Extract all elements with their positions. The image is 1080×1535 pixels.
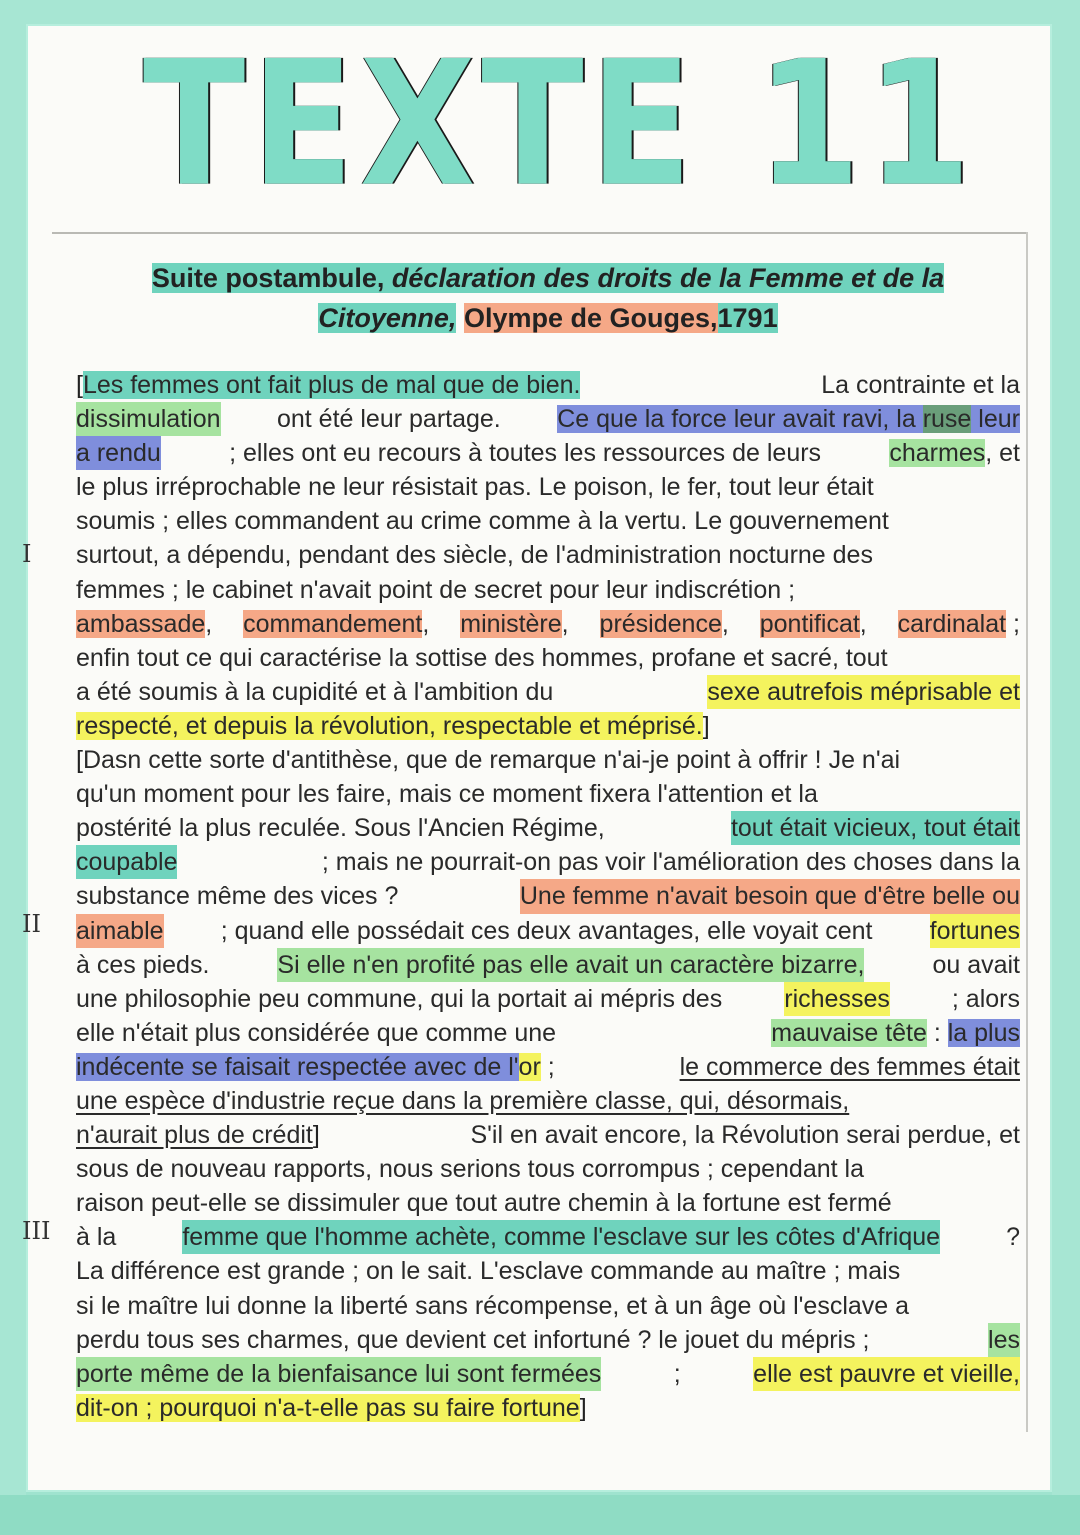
underlined-text: n'aurait plus de crédit [76, 1121, 313, 1150]
highlight-blue: indécente se faisait respectée avec de l' [76, 1052, 519, 1081]
highlight-teal: femme que l'homme achète, comme l'esclave sur les côtes d'Afrique [182, 1220, 940, 1254]
text-line: si le maître lui donne la liberté sans récompense, et à un âge où l'esclave a [76, 1291, 910, 1320]
text-line: soumis ; elles commandent au crime comme à la vertu. Le gouvernement [76, 507, 889, 536]
text-line [76, 709, 1020, 743]
highlight-green: charmes [889, 439, 986, 468]
text-line: La différence est grande ; on le sait. L'esclave commande au maître ; mais [76, 1257, 901, 1286]
highlight-olive: ruse [922, 405, 972, 434]
text-line: aimable ; quand elle possédait ces deux avantages, elle voyait cent fortunes [76, 914, 1020, 948]
subtitle-lead: Suite postambule, [151, 263, 392, 293]
highlight-green: mauvaise tête [771, 1018, 927, 1047]
highlight-salmon: ambassade [76, 609, 206, 638]
highlight-teal: coupable [76, 845, 177, 879]
text-line: raison peut-elle se dissimuler que tout autre chemin à la fortune est fermé [76, 1189, 892, 1218]
highlight-yellow: fortunes [930, 914, 1020, 948]
highlight-green: les [988, 1323, 1020, 1357]
text-line: [Les femmes ont fait plus de mal que de bien. La contrainte et la [76, 371, 1020, 399]
text-line: ambassade, commandement, ministère, présidence, pontificat, cardinalat ; [76, 609, 1020, 638]
text-line: coupable ; mais ne pourrait-on pas voir l'amélioration des choses dans la [76, 845, 1020, 879]
text-line [76, 1391, 1020, 1425]
highlight-yellow: or [518, 1052, 541, 1081]
text-line: sous de nouveau rapports, nous serions tous corrompus ; cependant la [76, 1155, 864, 1184]
left-border-band [0, 0, 26, 1535]
highlight-teal: tout était vicieux, tout était [731, 811, 1020, 845]
highlight-blue: leur [971, 405, 1020, 434]
text-line: postérité la plus reculée. Sous l'Ancien Régime, tout était vicieux, tout était [76, 811, 1020, 845]
text-line: a rendu ; elles ont eu recours à toutes les ressources de leurs charmes, et [76, 436, 1020, 470]
highlight-blue: a rendu [76, 436, 161, 470]
margin-mark-1: I [22, 540, 32, 568]
text-line: [Dasn cette sorte d'antithèse, que de remarque n'ai-je point à offrir ! Je n'ai [76, 746, 901, 775]
text-line: porte même de la bienfaisance lui sont fermées ; elle est pauvre et vieille, [76, 1357, 1020, 1391]
highlight-salmon: présidence [599, 609, 722, 638]
text-line: surtout, a dépendu, pendant des siècle, de l'administration nocturne des [76, 541, 873, 570]
text-line: à ces pieds. Si elle n'en profité pas elle avait un caractère bizarre, ou avait [76, 948, 1020, 982]
bracket-mark: ] [312, 1121, 320, 1150]
highlight-salmon: pontificat [759, 609, 860, 638]
bottom-border-band [0, 1495, 1080, 1535]
text-line: le plus irréprochable ne leur résistait pas. Le poison, le fer, tout leur était [76, 473, 874, 502]
text-line: dissimulation ont été leur partage. Ce que la force leur avait ravi, la ruse leur [76, 402, 1020, 436]
bracket-mark: ] [702, 711, 710, 740]
text-body [76, 368, 1020, 1425]
underlined-text: une espèce d'industrie reçue dans la première classe, qui, désormais, [76, 1086, 850, 1115]
page-title: TEXTE 11 [142, 24, 978, 226]
text-line: femmes ; le cabinet n'avait point de secret pour leur indiscrétion ; [76, 575, 796, 604]
subtitle-work: déclaration des droits de la Femme et de la Citoyenne, [318, 263, 945, 333]
bracket-mark: [ [76, 746, 83, 775]
highlight-salmon: commandement [243, 609, 423, 638]
title-area [0, 24, 1080, 226]
margin-mark-2: II [22, 910, 41, 938]
text-line: perdu tous ses charmes, que devient cet infortuné ? le jouet du mépris ; les [76, 1323, 1020, 1357]
highlight-blue: Ce que la force leur avait ravi, la [557, 405, 923, 434]
highlight-salmon: aimable [76, 914, 164, 948]
right-border-band [1052, 0, 1080, 1535]
text-line: n'aurait plus de crédit] S'il en avait encore, la Révolution serai perdue, et [76, 1121, 1020, 1150]
highlight-green: Si elle n'en profité pas elle avait un caractère bizarre, [277, 948, 864, 982]
margin-mark-3: III [22, 1217, 51, 1245]
text-line: à la femme que l'homme achète, comme l'esclave sur les côtes d'Afrique ? [76, 1220, 1020, 1254]
subtitle [80, 258, 1016, 338]
highlight-yellow: dit-on ; pourquoi n'a-t-elle pas su faire fortune [76, 1393, 580, 1422]
highlight-teal: Les femmes ont fait plus de mal que de bien. [82, 371, 581, 399]
highlight-yellow: respecté, et depuis la révolution, respectable et méprisé. [76, 711, 703, 740]
text-line [76, 1084, 1020, 1118]
bracket-mark: ] [579, 1393, 587, 1422]
bracket-mark: [ [76, 371, 83, 399]
highlight-yellow: sexe autrefois méprisable et [707, 675, 1020, 709]
text-line: substance même des vices ? Une femme n'avait besoin que d'être belle ou [76, 879, 1020, 913]
underlined-text: le commerce des femmes était [679, 1052, 1020, 1081]
highlight-yellow: richesses [784, 982, 890, 1016]
text-line: enfin tout ce qui caractérise la sottise des hommes, profane et sacré, tout [76, 643, 888, 672]
right-margin-line [1026, 232, 1028, 1432]
text-line: indécente se faisait respectée avec de l'or ; le commerce des femmes était [76, 1050, 1020, 1084]
text-line: une philosophie peu commune, qui la portait ai mépris des richesses ; alors [76, 982, 1020, 1016]
text-line: qu'un moment pour les faire, mais ce moment fixera l'attention et la [76, 780, 818, 809]
text-line: elle n'était plus considérée que comme une mauvaise tête : la plus [76, 1018, 1020, 1047]
subtitle-year: 1791 [717, 303, 778, 333]
highlight-green: dissimulation [76, 402, 221, 436]
highlight-blue: la plus [947, 1018, 1020, 1047]
highlight-yellow: elle est pauvre et vieille, [753, 1357, 1020, 1391]
text-line: a été soumis à la cupidité et à l'ambition du sexe autrefois méprisable et [76, 675, 1020, 709]
highlight-salmon: cardinalat [897, 609, 1007, 638]
highlight-green: porte même de la bienfaisance lui sont fermées [76, 1357, 601, 1391]
subtitle-author: Olympe de Gouges, [463, 303, 718, 333]
highlight-salmon: ministère [460, 609, 562, 638]
title-divider [52, 232, 1026, 234]
highlight-salmon: Une femme n'avait besoin que d'être belle ou [520, 879, 1020, 913]
